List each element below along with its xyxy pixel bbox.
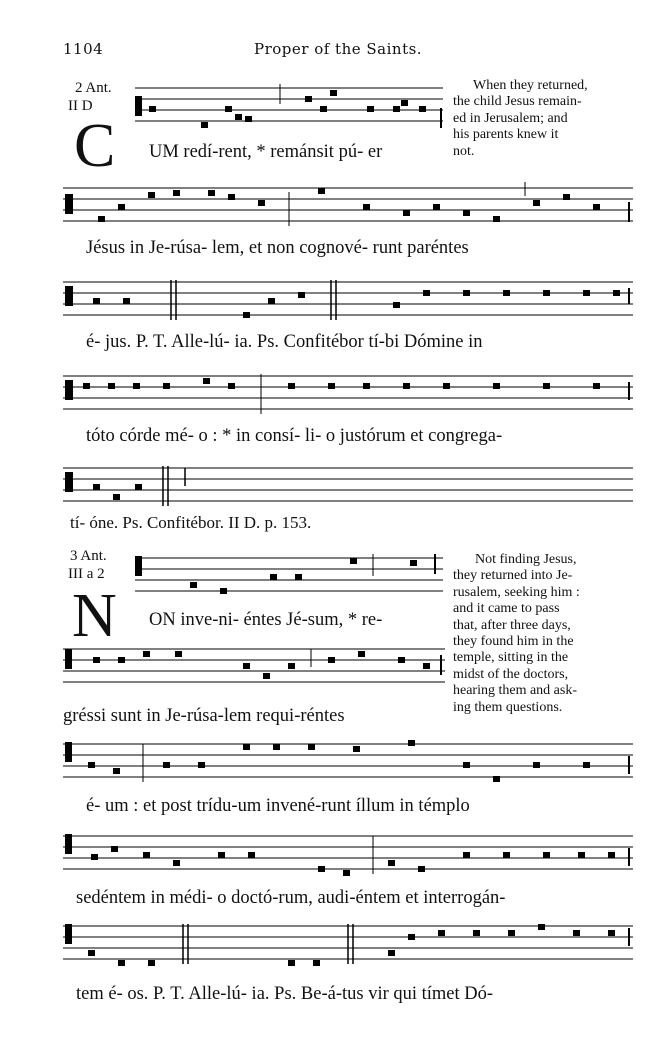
- translation-line: ed in Jerusalem; and: [453, 110, 568, 126]
- translation-line: they returned into Je-: [453, 568, 573, 584]
- translation-line: they found him in the: [453, 634, 574, 650]
- drop-initial: C: [74, 112, 116, 180]
- translation: [453, 552, 631, 716]
- antiphon-label: 3 Ant.: [70, 548, 107, 564]
- lyric-line: gréssi sunt in Je-rúsa-lem requi-réntes: [63, 706, 345, 726]
- chant-staff: [63, 276, 633, 324]
- translation-line: his parents knew it: [453, 127, 559, 143]
- lyric-line: é- um : et post trídu-um invené-runt íllum in témplo: [86, 796, 470, 816]
- lyric-line: tí- óne. Ps. Confitébor. II D. p. 153.: [70, 513, 312, 532]
- chant-staff: [63, 645, 445, 693]
- lyric-line: sedéntem in médi- o doctó-rum, audi-éntem et interrogán-: [76, 888, 506, 908]
- antiphon-mode: III a 2: [68, 566, 105, 582]
- translation-line: ing them questions.: [453, 699, 563, 715]
- antiphon-label: 2 Ant.: [75, 80, 112, 96]
- translation-line: temple, sitting in the: [453, 650, 569, 666]
- running-title: Proper of the Saints.: [254, 40, 423, 58]
- translation-line: Not finding Jesus,: [475, 552, 577, 567]
- lyric-line: Jésus in Je-rúsa- lem, et non cognové- runt paréntes: [86, 238, 469, 258]
- antiphon-mode: II D: [68, 98, 93, 114]
- lyric-line: ON inve-ni- éntes Jé-sum, * re-: [149, 610, 383, 630]
- chant-staff: [63, 738, 633, 786]
- chant-staff: [63, 920, 633, 968]
- chant-staff: [63, 372, 633, 420]
- lyric-line: tóto córde mé- o : * in consí- li- o justórum et congrega-: [86, 426, 503, 446]
- translation-line: rusalem, seeking him :: [453, 584, 580, 600]
- translation-line: When they returned,: [473, 78, 588, 93]
- page-number: 1104: [63, 40, 104, 58]
- translation-line: hearing them and ask-: [453, 683, 578, 699]
- lyric-line: UM redí-rent, * remánsit pú- er: [149, 142, 383, 162]
- lyric-line: tem é- os. P. T. Alle-lú- ia. Ps. Be-á-tus vir qui tímet Dó-: [76, 984, 494, 1004]
- translation-line: the child Jesus remain-: [453, 94, 582, 110]
- translation-line: that, after three days,: [453, 617, 571, 633]
- chant-staff: [63, 830, 633, 878]
- translation-line: midst of the doctors,: [453, 666, 569, 682]
- translation: [453, 78, 629, 160]
- chant-staff: [135, 552, 443, 602]
- chant-staff: [63, 462, 633, 510]
- drop-initial: N: [72, 582, 117, 650]
- lyric-line: é- jus. P. T. Alle-lú- ia. Ps. Confitébor tí-bi Dómine in: [86, 332, 483, 352]
- chant-staff: [63, 182, 633, 230]
- chant-staff: [135, 84, 443, 134]
- translation-line: and it came to pass: [453, 601, 560, 617]
- translation-line: not.: [453, 143, 475, 159]
